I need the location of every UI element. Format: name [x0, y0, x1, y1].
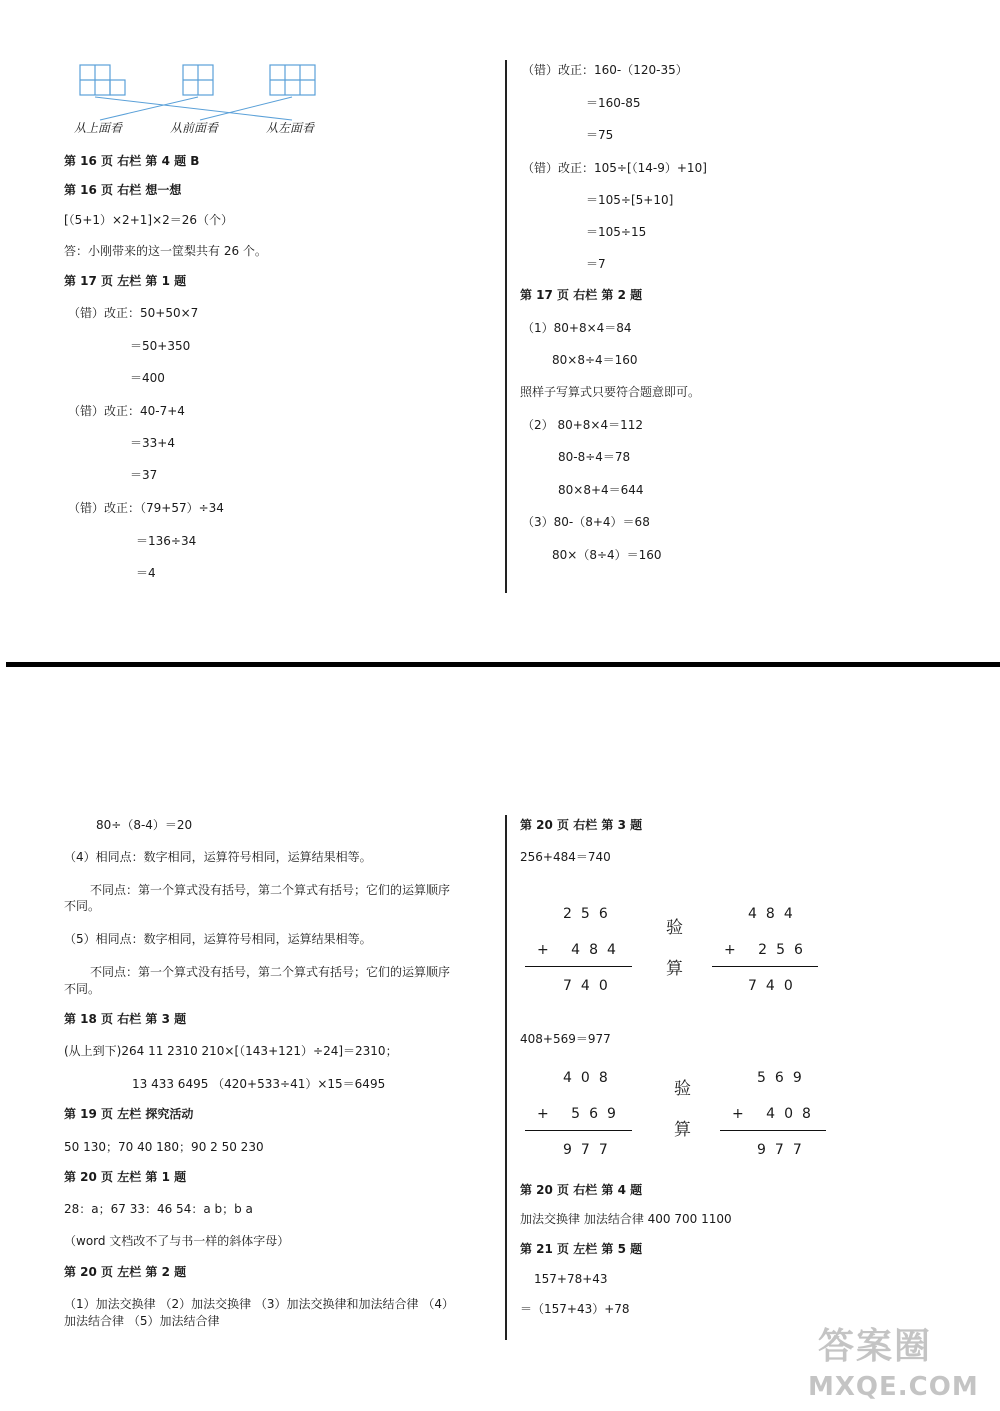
addend-bottom: + 569	[537, 1106, 625, 1122]
answer-line: 13 433 6495 （420+533÷41）×15＝6495	[132, 1077, 386, 1091]
addend-bottom: + 484	[537, 942, 625, 958]
section-heading: 第 21 页 左栏 第 5 题	[520, 1242, 643, 1256]
section-heading: 第 20 页 右栏 第 4 题	[520, 1183, 643, 1197]
answer-line: （错）改正：50+50×7	[68, 306, 199, 320]
sum: 740	[563, 978, 617, 994]
answer-line: （1）80+8×4＝84	[522, 321, 632, 335]
answer-line: 不同。	[64, 982, 101, 996]
watermark-logo: 答案圈	[818, 1326, 933, 1367]
check-label: 验	[666, 918, 683, 938]
answer-line: 加法交换律 加法结合律 400 700 1100	[520, 1212, 732, 1226]
answer-line: （5）相同点：数字相同，运算符号相同，运算结果相等。	[64, 932, 372, 946]
column-divider	[505, 60, 507, 593]
answer-line: 加法结合律 （5）加法结合律	[64, 1314, 220, 1328]
section-heading: 第 19 页 左栏 探究活动	[64, 1107, 194, 1121]
addend-bottom: + 256	[724, 942, 812, 958]
answer-line: 50 130；70 40 180；90 2 50 230	[64, 1140, 264, 1154]
column-divider	[505, 815, 507, 1340]
check-label: 算	[666, 959, 683, 979]
answer-line: （3）80-（8+4）＝68	[522, 515, 650, 529]
answer-line: 80×（8÷4）＝160	[552, 548, 662, 562]
watermark-url: MXQE.COM	[808, 1372, 979, 1402]
answer-line: （4）相同点：数字相同，运算符号相同，运算结果相等。	[64, 850, 372, 864]
answer-line: ＝50+350	[130, 339, 191, 353]
sum-line	[720, 1130, 826, 1131]
answer-line: [（5+1）×2+1]×2＝26（个）	[64, 213, 234, 227]
answer-line: ＝4	[136, 566, 156, 580]
answer-line: 80÷（8-4）＝20	[96, 818, 193, 832]
answer-line: 256+484＝740	[520, 850, 611, 864]
check-label: 算	[674, 1120, 691, 1140]
section-heading: 第 17 页 左栏 第 1 题	[64, 274, 187, 288]
section-heading: 第 17 页 右栏 第 2 题	[520, 288, 643, 302]
answer-line: ＝105÷15	[586, 225, 647, 239]
answer-line: 答：小刚带来的这一筐梨共有 26 个。	[64, 244, 267, 258]
check-label: 验	[674, 1079, 691, 1099]
answer-line: （错）改正：105÷[（14-9）+10]	[522, 161, 707, 175]
answer-line: (从上到下)264 11 2310 210×[（143+121）÷24]＝2310；	[64, 1044, 398, 1058]
section-heading: 第 20 页 右栏 第 3 题	[520, 818, 643, 832]
answer-line: ＝105÷[5+10]	[586, 193, 674, 207]
view-label-left: 从左面看	[266, 121, 315, 135]
answer-line: ＝37	[130, 468, 158, 482]
answer-line: 80×8÷4＝160	[552, 353, 638, 367]
answer-line: 80-8÷4＝78	[558, 450, 631, 464]
answer-line: ＝400	[130, 371, 165, 385]
answer-line: ＝160-85	[586, 96, 641, 110]
answer-line: ＝136÷34	[136, 534, 197, 548]
addend-top: 569	[757, 1070, 811, 1086]
answer-line: 408+569＝977	[520, 1032, 611, 1046]
answer-line: 不同点：第一个算式没有括号，第二个算式有括号；它们的运算顺序	[90, 965, 451, 979]
answer-line: 157+78+43	[534, 1272, 608, 1286]
section-heading: 第 18 页 右栏 第 3 题	[64, 1012, 187, 1026]
addend-bottom: + 408	[732, 1106, 820, 1122]
answer-line: （错）改正：160-（120-35）	[522, 63, 688, 77]
addend-top: 408	[563, 1070, 617, 1086]
answer-line: 80×8+4＝644	[558, 483, 644, 497]
page-divider	[6, 662, 1000, 667]
addend-top: 256	[563, 906, 617, 922]
sum: 977	[563, 1142, 617, 1158]
view-label-front: 从前面看	[170, 121, 219, 135]
sum-line	[525, 966, 632, 967]
section-heading: 第 20 页 左栏 第 1 题	[64, 1170, 187, 1184]
sum-line	[525, 1130, 632, 1131]
sum-line	[712, 966, 818, 967]
section-heading: 第 16 页 右栏 想一想	[64, 183, 182, 197]
answer-line: 不同点：第一个算式没有括号，第二个算式有括号；它们的运算顺序	[90, 883, 451, 897]
section-heading: 第 16 页 右栏 第 4 题 B	[64, 154, 200, 168]
answer-line: （word 文档改不了与书一样的斜体字母）	[64, 1234, 290, 1248]
answer-line: （错）改正：（79+57）÷34	[68, 501, 224, 515]
answer-line: 不同。	[64, 899, 101, 913]
sum: 977	[757, 1142, 811, 1158]
addend-top: 484	[748, 906, 802, 922]
answer-line: ＝75	[586, 128, 614, 142]
sum: 740	[748, 978, 802, 994]
view-label-top: 从上面看	[74, 121, 123, 135]
answer-line: （错）改正：40-7+4	[68, 404, 185, 418]
answer-line: ＝7	[586, 257, 606, 271]
answer-line: ＝33+4	[130, 436, 175, 450]
answer-line: ＝（157+43）+78	[520, 1302, 630, 1316]
section-heading: 第 20 页 左栏 第 2 题	[64, 1265, 187, 1279]
answer-line: 28：a；67 33：46 54：a b；b a	[64, 1202, 253, 1216]
answer-line: （2） 80+8×4＝112	[522, 418, 644, 432]
answer-line: （1）加法交换律 （2）加法交换律 （3）加法交换律和加法结合律 （4）	[64, 1297, 454, 1311]
answer-line: 照样子写算式只要符合题意即可。	[520, 385, 701, 399]
